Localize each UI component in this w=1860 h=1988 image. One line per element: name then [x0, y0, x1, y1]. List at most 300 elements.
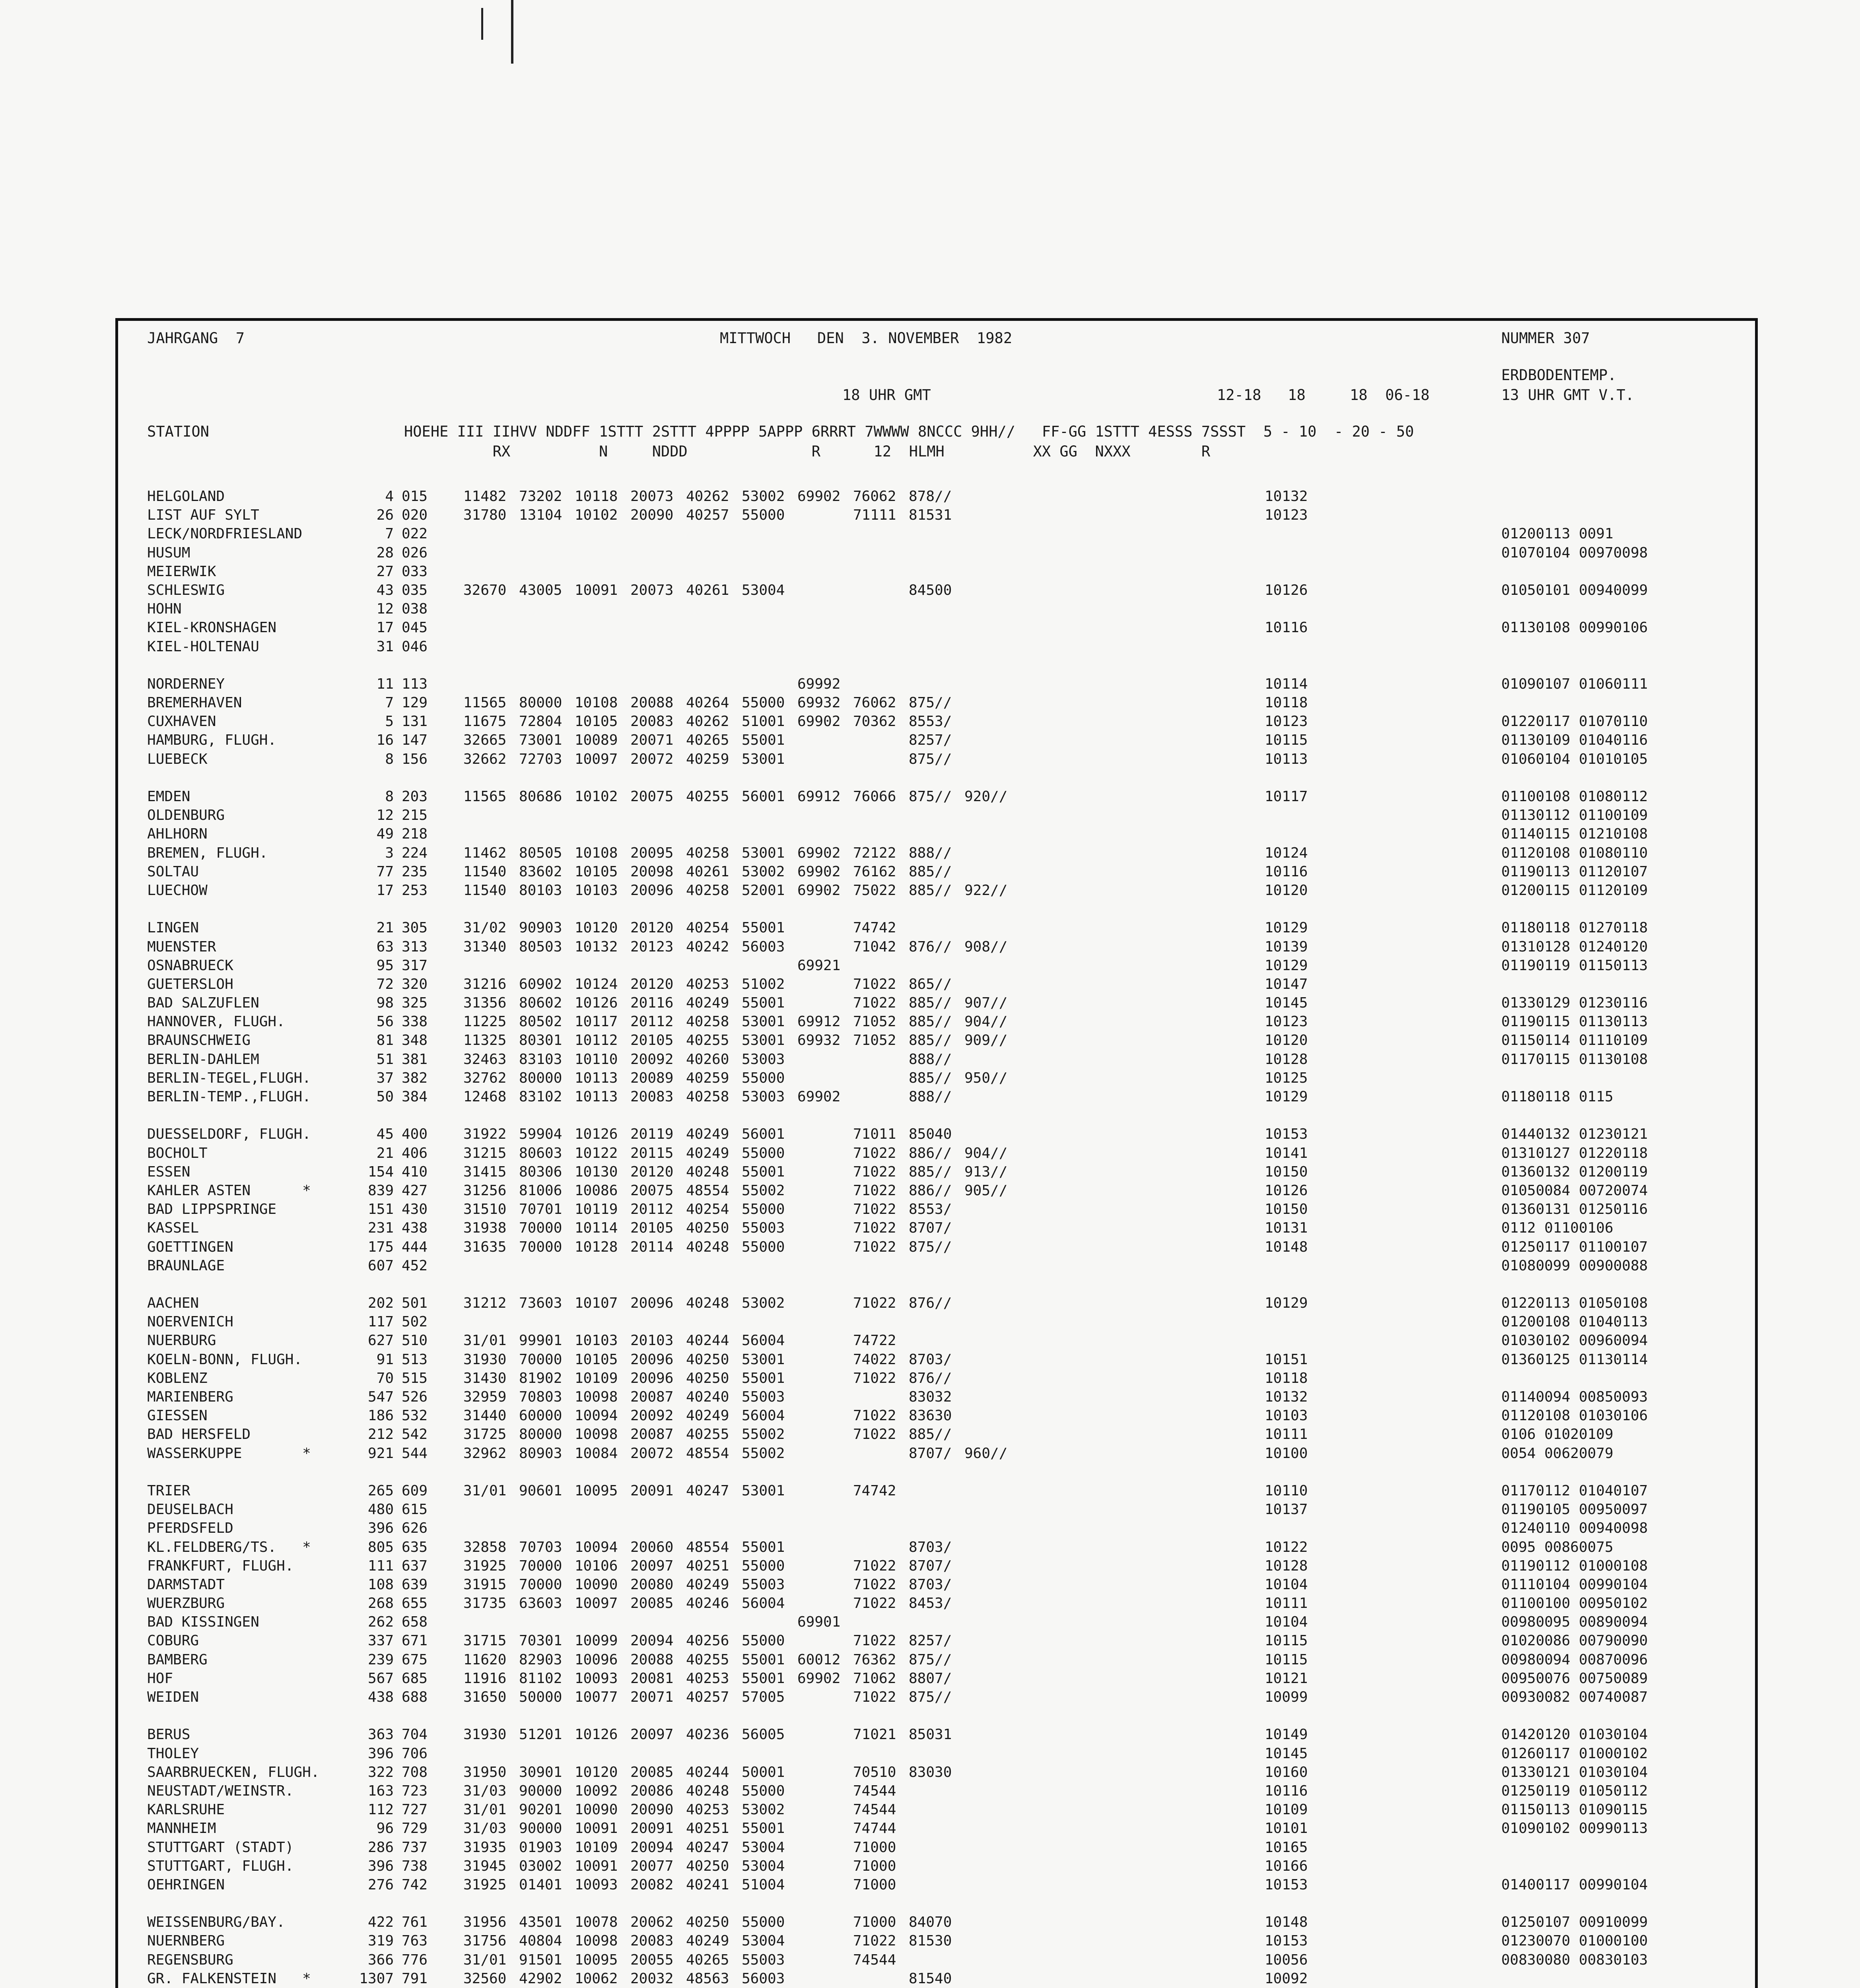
- cell-hoehe: 72: [376, 976, 394, 992]
- cell-hoehe: 96: [376, 1820, 394, 1837]
- cell-hoehe: 111: [367, 1557, 394, 1574]
- cell-nddff: 80301: [519, 1032, 562, 1049]
- cell-5appp: 53004: [742, 1933, 785, 1949]
- cell-7wwww: 74544: [853, 1782, 896, 1799]
- cell-iii: 513: [402, 1351, 428, 1368]
- cell-1sttt: 10098: [575, 1389, 618, 1405]
- cell-hoehe: 49: [376, 826, 394, 843]
- cell-5appp: 57005: [742, 1689, 785, 1705]
- cell-1sttt: 10117: [575, 1013, 618, 1030]
- table-row: [147, 506, 1790, 524]
- cell-6rrrt: 69902: [797, 882, 841, 899]
- cell-5appp: 55000: [742, 1239, 785, 1255]
- cell-2sttt: 20092: [630, 1408, 674, 1424]
- table-row: [147, 1782, 1790, 1800]
- cell-iihvv: 31650: [463, 1689, 507, 1705]
- cell-1sttt: 10113: [575, 1070, 618, 1086]
- cell-7wwww: 71062: [853, 1670, 896, 1687]
- table-row: [147, 1951, 1790, 1969]
- cell-nddff: 43501: [519, 1914, 562, 1931]
- cell-1sttt-night: 10129: [1265, 957, 1308, 974]
- cell-7wwww: 71022: [853, 1145, 896, 1161]
- cell-5appp: 55000: [742, 1201, 785, 1218]
- cell-7wwww: 71022: [853, 1576, 896, 1593]
- cell-1sttt-night: 10165: [1265, 1839, 1308, 1856]
- cell-1sttt-night: 10116: [1265, 619, 1308, 636]
- cell-8nccc: 8553/: [909, 1201, 952, 1218]
- table-row: [147, 675, 1790, 693]
- cell-6rrrt: 69912: [797, 788, 841, 805]
- cell-1sttt-night: 10123: [1265, 1013, 1308, 1030]
- cell-nddff: 99901: [519, 1332, 562, 1349]
- cell-7wwww: 71022: [853, 1182, 896, 1199]
- cell-1sttt: 10108: [575, 695, 618, 711]
- table-row: [147, 1031, 1790, 1050]
- cell-4pppp: 40253: [686, 1670, 729, 1687]
- table-row: [147, 1744, 1790, 1763]
- cell-1sttt: 10090: [575, 1802, 618, 1818]
- scan-mark: [511, 0, 513, 64]
- cell-5appp: 53002: [742, 863, 785, 880]
- cell-station: AACHEN: [147, 1295, 199, 1312]
- cell-9hh: 909//: [964, 1032, 1008, 1049]
- row-gap: [147, 1894, 1790, 1913]
- cell-hoehe: 50: [376, 1089, 394, 1105]
- cell-hoehe: 63: [376, 938, 394, 955]
- cell-station: BREMERHAVEN: [147, 695, 242, 711]
- cell-5appp: 53004: [742, 582, 785, 598]
- cell-station: BRAUNLAGE: [147, 1257, 225, 1274]
- cell-iii: 438: [402, 1220, 428, 1237]
- cell-1sttt: 10105: [575, 713, 618, 730]
- cell-1sttt: 10094: [575, 1408, 618, 1424]
- cell-2sttt: 20080: [630, 1576, 674, 1593]
- cell-station: LUECHOW: [147, 882, 208, 899]
- cell-hoehe: 112: [367, 1802, 394, 1818]
- cell-nddff: 80686: [519, 788, 562, 805]
- cell-iii: 685: [402, 1670, 428, 1687]
- cell-station: SCHLESWIG: [147, 582, 225, 598]
- cell-nddff: 70701: [519, 1201, 562, 1218]
- cell-5appp: 55001: [742, 1670, 785, 1687]
- cell-8nccc: 886//: [909, 1145, 952, 1161]
- cell-hoehe: 12: [376, 807, 394, 824]
- cell-iii: 742: [402, 1876, 428, 1893]
- cell-1sttt: 10105: [575, 863, 618, 880]
- cell-5appp: 53001: [742, 1482, 785, 1499]
- cell-2sttt: 20075: [630, 1182, 674, 1199]
- cell-station: OEHRINGEN: [147, 1876, 225, 1893]
- cell-station: DUESSELDORF, FLUGH.: [147, 1126, 311, 1143]
- cell-1sttt: 10097: [575, 751, 618, 767]
- cell-station: BERLIN-TEGEL,FLUGH.: [147, 1070, 311, 1086]
- cell-station: BERUS: [147, 1726, 190, 1743]
- cell-nddff: 70000: [519, 1351, 562, 1368]
- cell-1sttt-night: 10123: [1265, 713, 1308, 730]
- cell-8nccc: 83032: [909, 1389, 952, 1405]
- cell-7wwww: 71022: [853, 1220, 896, 1237]
- cell-station: BERLIN-TEMP.,FLUGH.: [147, 1089, 311, 1105]
- cell-7wwww: 71022: [853, 1933, 896, 1949]
- cell-iihvv: 31212: [463, 1295, 507, 1312]
- table-row: [147, 1631, 1790, 1650]
- cell-iii: 708: [402, 1764, 428, 1780]
- cell-station: MANNHEIM: [147, 1820, 216, 1837]
- cell-9hh: 960//: [964, 1445, 1008, 1462]
- cell-station: FRANKFURT, FLUGH.: [147, 1557, 294, 1574]
- cell-1sttt-night: 10118: [1265, 1370, 1308, 1386]
- cell-5appp: 56004: [742, 1408, 785, 1424]
- cell-iii: 763: [402, 1933, 428, 1949]
- cell-iii: 026: [402, 544, 428, 561]
- cell-iii: 635: [402, 1539, 428, 1555]
- cell-4pppp: 40249: [686, 1145, 729, 1161]
- cell-erdboden: 01190119 01150113: [1501, 957, 1648, 974]
- table-row: [147, 1481, 1790, 1500]
- cell-nddff: 01903: [519, 1839, 562, 1856]
- cell-5appp: 55003: [742, 1220, 785, 1237]
- cell-iii: 658: [402, 1614, 428, 1631]
- cell-station: SAARBRUECKEN, FLUGH.: [147, 1764, 320, 1780]
- table-row: [147, 562, 1790, 581]
- cell-2sttt: 20105: [630, 1220, 674, 1237]
- table-row: [147, 1913, 1790, 1932]
- cell-8nccc: 885//: [909, 863, 952, 880]
- cell-hoehe: 154: [367, 1163, 394, 1180]
- cell-iii: 502: [402, 1314, 428, 1330]
- cell-4pppp: 40255: [686, 1032, 729, 1049]
- table-row: [147, 1256, 1790, 1275]
- cell-station: GIESSEN: [147, 1408, 208, 1424]
- cell-2sttt: 20112: [630, 1201, 674, 1218]
- cell-7wwww: 74544: [853, 1802, 896, 1818]
- cell-7wwww: 71052: [853, 1032, 896, 1049]
- cell-station: BAD LIPPSPRINGE: [147, 1201, 277, 1218]
- cell-iihvv: 31756: [463, 1933, 507, 1949]
- cell-hoehe: 151: [367, 1201, 394, 1218]
- cell-iii: 305: [402, 920, 428, 936]
- cell-iihvv: 31915: [463, 1576, 507, 1593]
- cell-nddff: 73603: [519, 1295, 562, 1312]
- cell-iii: 046: [402, 638, 428, 655]
- cell-erdboden: 01260117 01000102: [1501, 1745, 1648, 1762]
- cell-iii: 129: [402, 695, 428, 711]
- cell-erdboden: 01190115 01130113: [1501, 1013, 1648, 1030]
- cell-iii: 033: [402, 563, 428, 580]
- row-gap: [147, 769, 1790, 787]
- cell-5appp: 53001: [742, 1351, 785, 1368]
- cell-5appp: 50001: [742, 1764, 785, 1780]
- cell-iii: 430: [402, 1201, 428, 1218]
- cell-1sttt-night: 10118: [1265, 695, 1308, 711]
- cell-nddff: 80602: [519, 995, 562, 1011]
- cell-4pppp: 40241: [686, 1876, 729, 1893]
- cell-4pppp: 48554: [686, 1539, 729, 1555]
- cell-4pppp: 40261: [686, 582, 729, 598]
- cell-1sttt: 10092: [575, 1782, 618, 1799]
- cell-2sttt: 20105: [630, 1032, 674, 1049]
- table-row: [147, 844, 1790, 862]
- cell-1sttt-night: 10104: [1265, 1614, 1308, 1631]
- cell-4pppp: 40248: [686, 1239, 729, 1255]
- cell-station: LINGEN: [147, 920, 199, 936]
- cell-iii: 224: [402, 845, 428, 861]
- cell-8nccc: 8807/: [909, 1670, 952, 1687]
- cell-5appp: 53003: [742, 1089, 785, 1105]
- cell-1sttt-night: 10110: [1265, 1482, 1308, 1499]
- cell-hoehe: 839: [367, 1182, 394, 1199]
- cell-1sttt-night: 10126: [1265, 582, 1308, 598]
- table-row: [147, 1838, 1790, 1857]
- cell-2sttt: 20114: [630, 1239, 674, 1255]
- cell-2sttt: 20097: [630, 1557, 674, 1574]
- cell-7wwww: 76062: [853, 695, 896, 711]
- cell-4pppp: 48554: [686, 1182, 729, 1199]
- cell-4pppp: 48563: [686, 1970, 729, 1987]
- table-row: [147, 750, 1790, 769]
- cell-2sttt: 20120: [630, 976, 674, 992]
- cell-nddff: 83103: [519, 1051, 562, 1068]
- cell-station: OSNABRUECK: [147, 957, 233, 974]
- cell-iii: 501: [402, 1295, 428, 1312]
- cell-iii: 688: [402, 1689, 428, 1705]
- cell-4pppp: 40242: [686, 938, 729, 955]
- cell-8nccc: 878//: [909, 488, 952, 505]
- cell-7wwww: 71022: [853, 995, 896, 1011]
- cell-station: BAD KISSINGEN: [147, 1614, 259, 1631]
- cell-8nccc: 876//: [909, 1370, 952, 1386]
- cell-hoehe: 21: [376, 1145, 394, 1161]
- cell-erdboden: 01200115 01120109: [1501, 882, 1648, 899]
- table-row: [147, 1087, 1790, 1106]
- cell-station: BAD HERSFELD: [147, 1426, 251, 1443]
- cell-1sttt-night: 10120: [1265, 882, 1308, 899]
- cell-station: NEUSTADT/WEINSTR.: [147, 1782, 294, 1799]
- cell-station: MARIENBERG: [147, 1389, 233, 1405]
- cell-station: BRAUNSCHWEIG: [147, 1032, 251, 1049]
- cell-1sttt-night: 10128: [1265, 1557, 1308, 1574]
- cell-6rrrt: 69902: [797, 845, 841, 861]
- cell-1sttt-night: 10121: [1265, 1670, 1308, 1687]
- cell-5appp: 55000: [742, 507, 785, 524]
- cell-iihvv: 11540: [463, 863, 507, 880]
- cell-iihvv: 31635: [463, 1239, 507, 1255]
- cell-iii: 313: [402, 938, 428, 955]
- cell-1sttt: 10103: [575, 1332, 618, 1349]
- cell-station: NUERNBERG: [147, 1933, 225, 1949]
- cell-8nccc: 8453/: [909, 1595, 952, 1612]
- cell-iihvv: 31938: [463, 1220, 507, 1237]
- cell-2sttt: 20081: [630, 1670, 674, 1687]
- cell-2sttt: 20091: [630, 1482, 674, 1499]
- cell-1sttt: 10130: [575, 1163, 618, 1180]
- cell-hoehe: 98: [376, 995, 394, 1011]
- report-number: NUMMER 307: [1501, 330, 1590, 347]
- cell-nddff: 70703: [519, 1539, 562, 1555]
- cell-iii: 338: [402, 1013, 428, 1030]
- cell-2sttt: 20083: [630, 1933, 674, 1949]
- cell-5appp: 55002: [742, 1182, 785, 1199]
- cell-1sttt-night: 10115: [1265, 732, 1308, 749]
- table-row: [147, 1425, 1790, 1444]
- cell-nddff: 90903: [519, 920, 562, 936]
- cell-iii: 727: [402, 1802, 428, 1818]
- cell-iii: 542: [402, 1426, 428, 1443]
- cell-4pppp: 40255: [686, 788, 729, 805]
- cell-5appp: 55001: [742, 1820, 785, 1837]
- cell-6rrrt: 69902: [797, 863, 841, 880]
- cell-iii: 761: [402, 1914, 428, 1931]
- cell-iii: 723: [402, 1782, 428, 1799]
- cell-erdboden: 01360125 01130114: [1501, 1351, 1648, 1368]
- cell-1sttt-night: 10129: [1265, 1089, 1308, 1105]
- cell-erdboden: 01120108 01080110: [1501, 845, 1648, 861]
- cell-8nccc: 875//: [909, 788, 952, 805]
- cell-nddff: 70000: [519, 1557, 562, 1574]
- cell-5appp: 55002: [742, 1426, 785, 1443]
- cell-nddff: 60902: [519, 976, 562, 992]
- table-row: [147, 1932, 1790, 1950]
- cell-nddff: 80503: [519, 938, 562, 955]
- cell-hoehe: 212: [367, 1426, 394, 1443]
- cell-7wwww: 76066: [853, 788, 896, 805]
- cell-1sttt-night: 10111: [1265, 1595, 1308, 1612]
- cell-4pppp: 48554: [686, 1445, 729, 1462]
- cell-1sttt-night: 10132: [1265, 1389, 1308, 1405]
- cell-1sttt-night: 10132: [1265, 488, 1308, 505]
- cell-hoehe: 567: [367, 1670, 394, 1687]
- table-row: [147, 1875, 1790, 1894]
- cell-iii: 609: [402, 1482, 428, 1499]
- cell-5appp: 53002: [742, 1802, 785, 1818]
- cell-8nccc: 8707/: [909, 1445, 952, 1462]
- station-table: [147, 487, 1790, 1988]
- cell-hoehe: 7: [385, 526, 394, 542]
- cell-4pppp: 40250: [686, 1351, 729, 1368]
- cell-4pppp: 40251: [686, 1557, 729, 1574]
- cell-1sttt: 10106: [575, 1557, 618, 1574]
- cell-5appp: 55000: [742, 695, 785, 711]
- cell-iihvv: 31735: [463, 1595, 507, 1612]
- cell-5appp: 53003: [742, 1051, 785, 1068]
- cell-erdboden: 01200108 01040113: [1501, 1314, 1648, 1330]
- cell-hoehe: 396: [367, 1745, 394, 1762]
- erdboden-subheader: 13 UHR GMT V.T.: [1501, 386, 1635, 404]
- cell-station: HELGOLAND: [147, 488, 225, 505]
- cell-8nccc: 865//: [909, 976, 952, 992]
- cell-iii: 526: [402, 1389, 428, 1405]
- cell-iii: 704: [402, 1726, 428, 1743]
- cell-8nccc: 8707/: [909, 1220, 952, 1237]
- cell-1sttt: 10084: [575, 1445, 618, 1462]
- cell-hoehe: 17: [376, 882, 394, 899]
- cell-hoehe: 28: [376, 544, 394, 561]
- cell-1sttt-night: 10099: [1265, 1689, 1308, 1705]
- cell-2sttt: 20060: [630, 1539, 674, 1555]
- cell-9hh: 907//: [964, 995, 1008, 1011]
- cell-iii: 729: [402, 1820, 428, 1837]
- cell-hoehe: 239: [367, 1651, 394, 1668]
- cell-1sttt-night: 10148: [1265, 1914, 1308, 1931]
- cell-nddff: 90000: [519, 1820, 562, 1837]
- cell-erdboden: 00950076 00750089: [1501, 1670, 1648, 1687]
- cell-iii: 410: [402, 1163, 428, 1180]
- cell-8nccc: 876//: [909, 1295, 952, 1312]
- cell-4pppp: 40262: [686, 713, 729, 730]
- cell-erdboden: 0054 00620079: [1501, 1445, 1613, 1462]
- table-row: [147, 1406, 1790, 1425]
- table-row: [147, 1557, 1790, 1575]
- cell-iihvv: 11675: [463, 713, 507, 730]
- cell-iii: 253: [402, 882, 428, 899]
- cell-iii: 020: [402, 507, 428, 524]
- table-row: [147, 1312, 1790, 1331]
- cell-iii: 218: [402, 826, 428, 843]
- cell-nddff: 03002: [519, 1858, 562, 1874]
- cell-iii: 655: [402, 1595, 428, 1612]
- cell-iihvv: 11325: [463, 1032, 507, 1049]
- cell-erdboden: 01090107 01060111: [1501, 676, 1648, 692]
- cell-erdboden: 01190105 00950097: [1501, 1501, 1648, 1518]
- cell-1sttt-night: 10115: [1265, 1633, 1308, 1649]
- cell-iii: 626: [402, 1520, 428, 1537]
- cell-8nccc: 886//: [909, 1182, 952, 1199]
- cell-iii: 384: [402, 1089, 428, 1105]
- cell-station: ESSEN: [147, 1163, 190, 1180]
- row-gap: [147, 1275, 1790, 1294]
- cell-hoehe: 186: [367, 1408, 394, 1424]
- cell-hoehe: 202: [367, 1295, 394, 1312]
- cell-6rrrt: 69901: [797, 1614, 841, 1631]
- table-row: [147, 881, 1790, 900]
- cell-2sttt: 20094: [630, 1633, 674, 1649]
- cell-iihvv: 31415: [463, 1163, 507, 1180]
- cell-5appp: 56003: [742, 938, 785, 955]
- cell-5appp: 56004: [742, 1595, 785, 1612]
- cell-1sttt: 10126: [575, 995, 618, 1011]
- cell-hoehe: 921: [367, 1445, 394, 1462]
- table-row: [147, 487, 1790, 506]
- cell-1sttt-night: 10114: [1265, 676, 1308, 692]
- cell-1sttt: 10118: [575, 488, 618, 505]
- cell-8nccc: 84070: [909, 1914, 952, 1931]
- cell-iihvv: 31956: [463, 1914, 507, 1931]
- cell-1sttt: 10102: [575, 788, 618, 805]
- cell-5appp: 55000: [742, 1633, 785, 1649]
- cell-hoehe: 77: [376, 863, 394, 880]
- table-row: [147, 1331, 1790, 1350]
- cell-erdboden: 01330121 01030104: [1501, 1764, 1648, 1780]
- cell-2sttt: 20091: [630, 1820, 674, 1837]
- cell-station: HOF: [147, 1670, 173, 1687]
- cell-4pppp: 40255: [686, 1651, 729, 1668]
- cell-nddff: 70301: [519, 1633, 562, 1649]
- cell-iii: 015: [402, 488, 428, 505]
- table-row: [147, 1857, 1790, 1875]
- column-subheader-row: RX N NDDD R 12 HLMH XX GG NXXX R: [147, 443, 1211, 460]
- cell-station: WEIDEN: [147, 1689, 199, 1705]
- cell-4pppp: 40258: [686, 1013, 729, 1030]
- table-row: [147, 1519, 1790, 1538]
- table-row: [147, 693, 1790, 712]
- cell-iii: 406: [402, 1145, 428, 1161]
- cell-7wwww: 71022: [853, 1426, 896, 1443]
- cell-nddff: 80505: [519, 845, 562, 861]
- cell-hoehe: 163: [367, 1782, 394, 1799]
- cell-4pppp: 40254: [686, 1201, 729, 1218]
- cell-nddff: 73202: [519, 488, 562, 505]
- cell-1sttt: 10108: [575, 845, 618, 861]
